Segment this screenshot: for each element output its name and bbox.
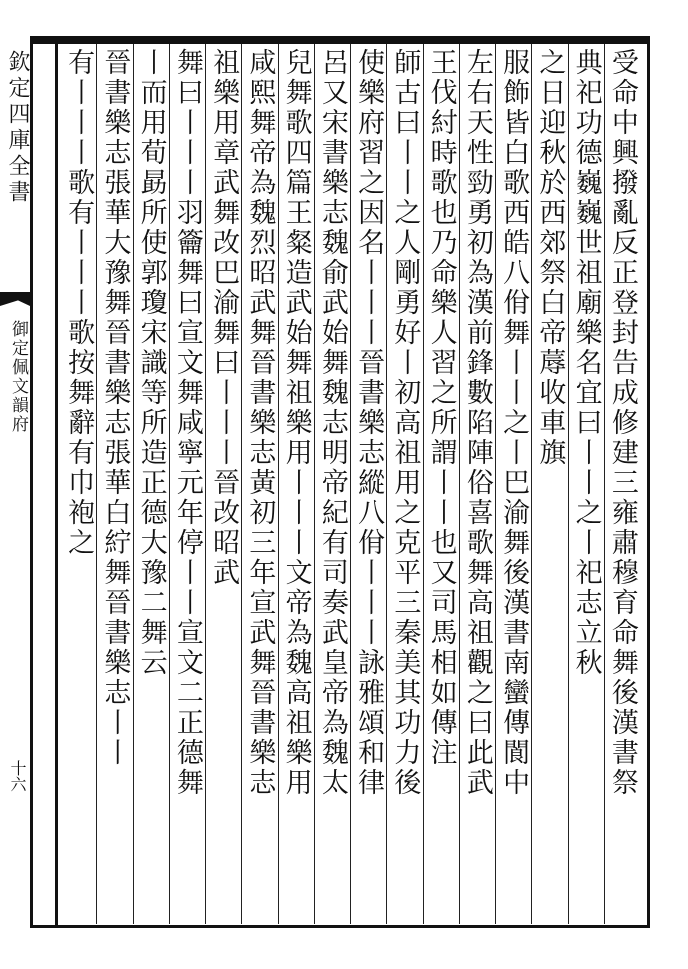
text-column: 之日迎秋於西郊祭白帝蓐收車旗	[534, 48, 566, 468]
column-rule	[495, 44, 496, 924]
column-rule	[169, 44, 170, 924]
fishtail-mark	[0, 292, 30, 306]
column-rule	[350, 44, 351, 924]
text-column: 咸熙舞帝為魏烈昭武舞晉書樂志黃初三年宣武舞晉書樂志	[244, 48, 276, 798]
column-rule	[314, 44, 315, 924]
text-column: 舞曰丨丨丨羽籥舞曰宣文舞咸寧元年停丨丨宣文二正德舞	[171, 48, 203, 798]
text-column: 丨而用荀勗所使郭瓊宋識等所造正德大豫二舞云	[135, 48, 167, 678]
text-column: 呂又宋書樂志魏俞武始舞魏志明帝紀有司奏武皇帝為魏太	[316, 48, 348, 798]
column-rule	[531, 44, 532, 924]
text-column: 祖樂用章武舞改巴渝舞曰丨丨丨晉改昭武	[208, 48, 240, 588]
text-column: 有丨丨丨歌有丨丨丨歌按舞辭有巾袍之	[63, 48, 95, 558]
column-rule	[133, 44, 134, 924]
text-column: 服飾皆白歌西皓八佾舞丨丨之丨巴渝舞後漢書南蠻傳閬中	[498, 48, 530, 798]
page-number: 十六	[8, 760, 27, 792]
column-rule	[604, 44, 605, 924]
text-column: 左右天性勁勇初為漢前鋒數陷陣俗喜歌舞高祖觀之曰此武	[461, 48, 493, 798]
column-rule	[423, 44, 424, 924]
column-rule	[205, 44, 206, 924]
text-column: 王伐紂時歌也乃命樂人習之所謂丨丨也又司馬相如傳注	[425, 48, 457, 768]
book-title: 欽定四庫全書	[5, 50, 30, 206]
book-subtitle: 御定佩文韻府	[8, 320, 28, 434]
column-rule	[96, 44, 97, 924]
column-rule	[278, 44, 279, 924]
column-rule	[241, 44, 242, 924]
text-column: 師古曰丨丨之人剛勇好丨初高祖用之克平三秦美其功力後	[389, 48, 421, 798]
text-column: 受命中興撥亂反正登封告成修建三雍肅穆育命舞後漢書祭	[606, 48, 638, 798]
text-column: 晉書樂志張華大豫舞晉書樂志張華白紵舞晉書樂志丨丨	[99, 48, 131, 768]
column-rule	[386, 44, 387, 924]
column-rule	[459, 44, 460, 924]
text-column: 使樂府習之因名丨丨丨晉書樂志縱八佾丨丨丨詠雅頌和律	[353, 48, 385, 798]
text-column: 典祀功德巍巍世祖廟樂名宜曰丨丨之丨祀志立秋	[570, 48, 602, 678]
column-rule	[568, 44, 569, 924]
text-column: 兒舞歌四篇王粲造武始舞祖樂用丨丨丨文帝為魏高祖樂用	[280, 48, 312, 798]
